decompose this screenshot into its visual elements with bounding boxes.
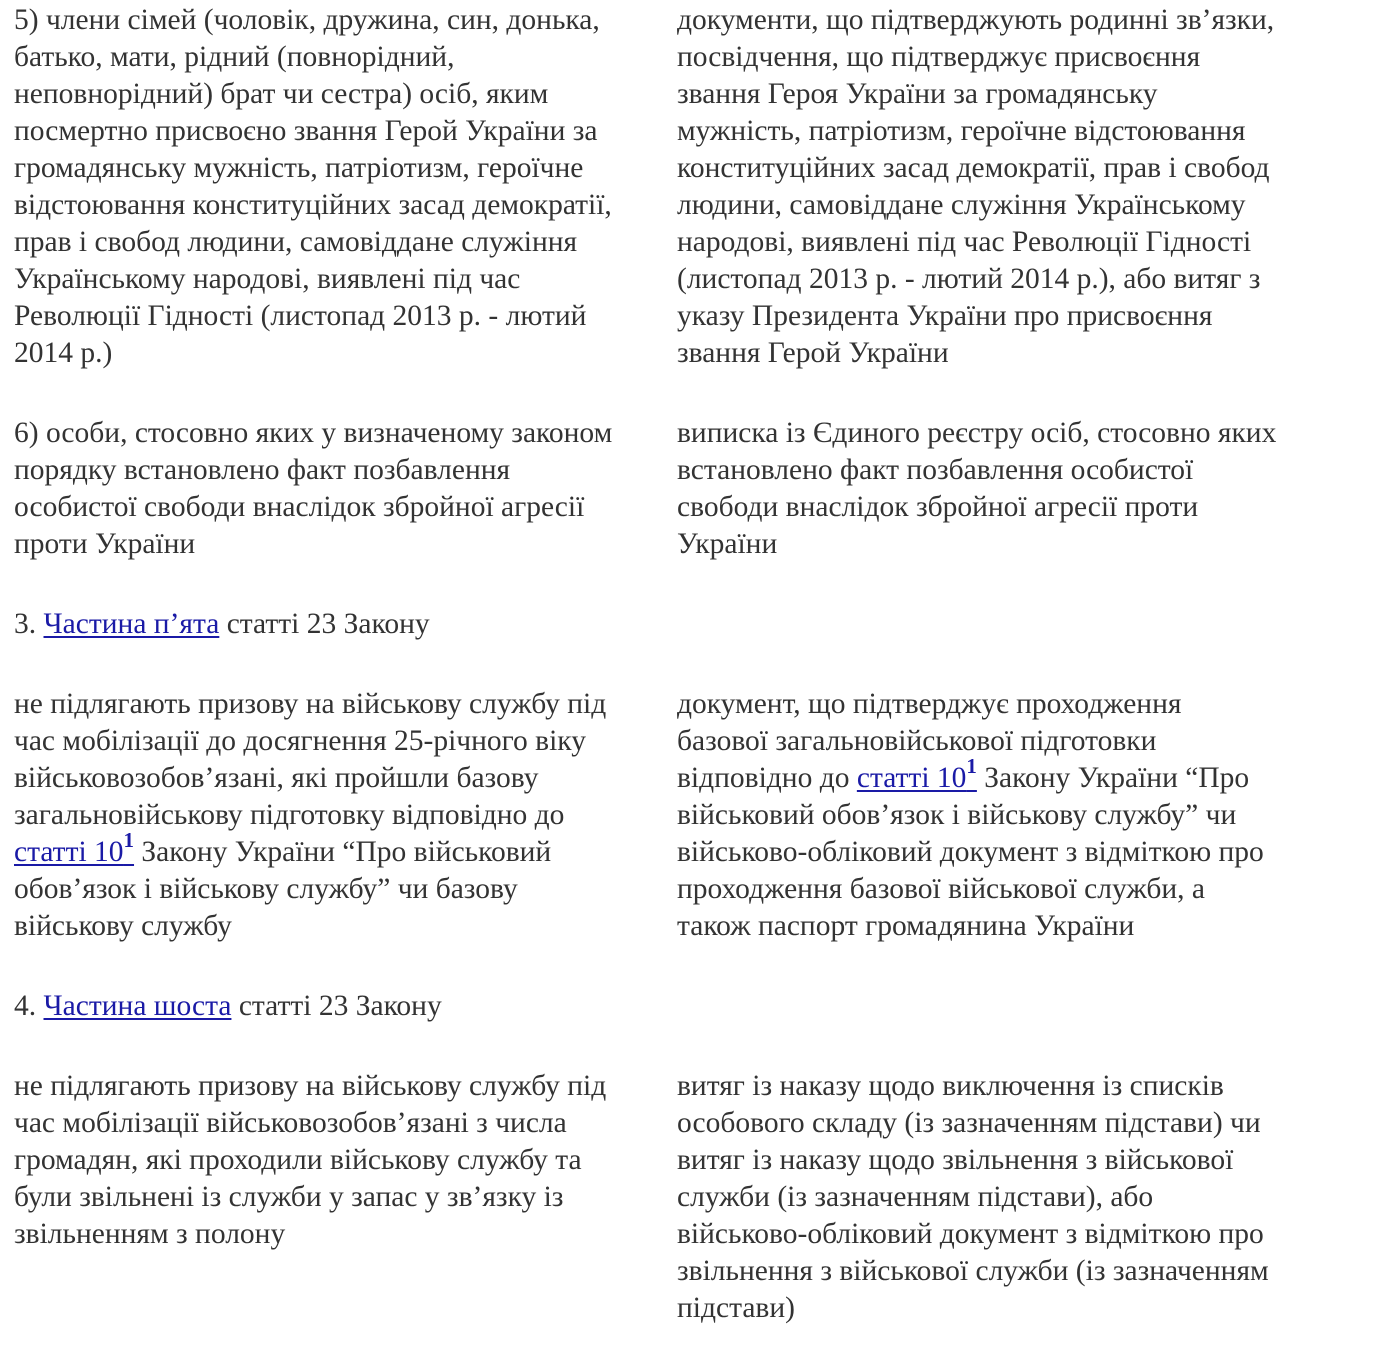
category-cell — [14, 686, 677, 945]
article-link-text: статті 10 — [856, 762, 967, 794]
documents-text: документ, що підтверджує проходження базової загальновійськової підготовки відповідно до — [677, 688, 1182, 794]
article-10-1-link[interactable] — [856, 754, 977, 794]
row-spacer — [14, 1025, 1364, 1068]
table-row — [14, 1068, 1364, 1327]
row-spacer — [14, 563, 1364, 606]
section-heading-rest: статті 23 Закону — [238, 990, 442, 1022]
category-text: Закону України “Про військовий обов’язок і військову службу” чи базову військову службу — [14, 836, 552, 942]
section-heading-4 — [14, 988, 1364, 1025]
table-row — [14, 2, 1364, 372]
law-part-six-link[interactable]: Частина шоста — [43, 990, 232, 1022]
article-10-1-link[interactable] — [14, 828, 135, 868]
category-cell: 6) особи, стосовно яких у визначеному законом порядку встановлено факт позбавлення особистої свободи внаслідок збройної агресії проти України — [14, 417, 613, 560]
row-spacer — [14, 945, 1364, 988]
document-body — [14, 2, 1364, 1327]
section-number: 3. — [14, 608, 37, 640]
documents-cell: витяг із наказу щодо виключення із списків особового складу (із зазначенням підстави) чи витяг із наказу щодо звільнення з військової служби (із зазначенням підстави), або військово-обліковий документ з відміткою про звільнення з військової служби (із зазначенням підстави) — [677, 1070, 1269, 1324]
row-spacer — [14, 643, 1364, 686]
table-row — [14, 415, 1364, 563]
row-spacer — [14, 372, 1364, 415]
documents-cell: виписка із Єдиного реєстру осіб, стосовно яких встановлено факт позбавлення особистої свободи внаслідок збройної агресії проти України — [677, 417, 1277, 560]
section-heading-rest: статті 23 Закону — [226, 608, 430, 640]
category-cell: 5) члени сімей (чоловік, дружина, син, донька, батько, мати, рідний (повнорідний, неповнорідний) брат чи сестра) осіб, яким посмертно присвоєно звання Герой України за громадянську мужність, патріотизм, героїчне відстоювання конституційних засад демократії, прав і свобод людини, самовіддане служіння Українському народові, виявлені під час Революції Гідності (листопад 2013 р. - лютий 2014 р.) — [14, 4, 612, 369]
article-superscript: 1 — [966, 754, 977, 779]
law-part-five-link[interactable]: Частина п’ята — [43, 608, 220, 640]
article-superscript: 1 — [123, 828, 135, 853]
category-text: не підлягають призову на військову службу під час мобілізації до досягнення 25-річного віку військовозобов’язані, які пройшли базову загальновійськову підготовку відповідно до — [14, 688, 607, 831]
documents-cell — [677, 686, 1349, 945]
documents-cell: документи, що підтверджують родинні зв’язки, посвідчення, що підтверджує присвоєння звання Героя України за громадянську мужність, патріотизм, героїчне відстоювання конституційних засад демократії, прав і свобод людини, самовіддане служіння Українському народові, виявлені під час Революції Гідності (листопад 2013 р. - лютий 2014 р.), або витяг з указу Президента України про присвоєння звання Герой України — [677, 4, 1275, 369]
category-cell: не підлягають призову на військову службу під час мобілізації військовозобов’язані з числа громадян, які проходили військову службу та були звільнені із служби у запас у зв’язку із звільненням з полону — [14, 1070, 607, 1250]
table-row — [14, 686, 1364, 945]
documents-text: Закону України “Про військовий обов’язок і військову службу” чи військово-обліковий документ з відміткою про проходження базової військової служби, а також паспорт громадянина України — [677, 762, 1264, 942]
section-number: 4. — [14, 990, 37, 1022]
article-link-text: статті 10 — [14, 836, 124, 868]
section-heading-3 — [14, 606, 1364, 643]
